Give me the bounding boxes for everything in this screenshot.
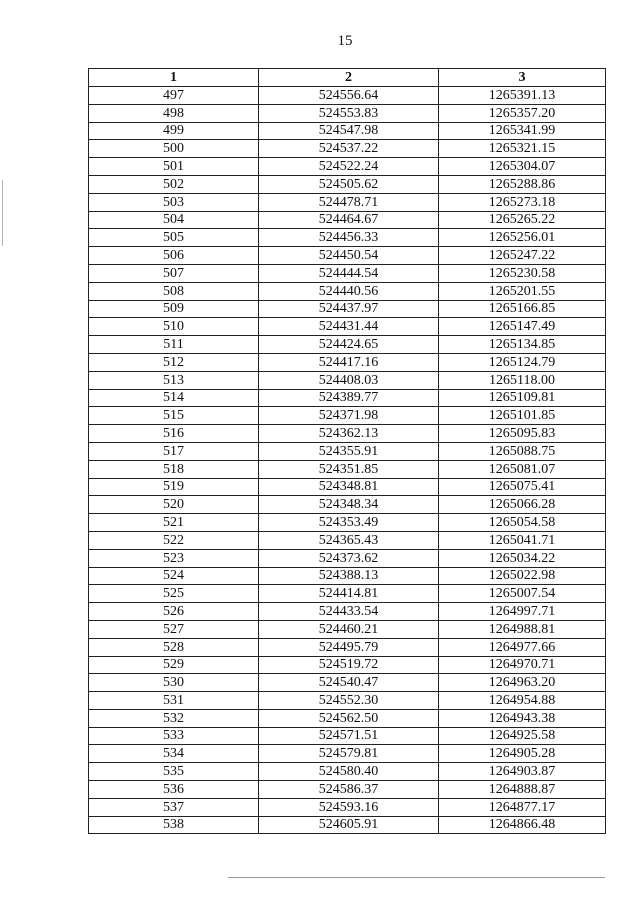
y-coordinate-cell: 1265095.83 <box>439 425 606 443</box>
point-number-cell: 525 <box>89 585 259 603</box>
page-number: 15 <box>337 33 353 49</box>
y-coordinate-cell: 1264943.38 <box>439 709 606 727</box>
point-number-cell: 532 <box>89 709 259 727</box>
table-row <box>89 460 606 478</box>
table-row <box>89 478 606 496</box>
point-number-cell: 500 <box>89 140 259 158</box>
y-coordinate-cell: 1264963.20 <box>439 674 606 692</box>
y-coordinate-cell: 1264866.48 <box>439 816 606 834</box>
point-number-cell: 537 <box>89 798 259 816</box>
x-coordinate-cell: 524431.44 <box>259 318 439 336</box>
table-row <box>89 371 606 389</box>
y-coordinate-cell: 1265075.41 <box>439 478 606 496</box>
table-row <box>89 816 606 834</box>
x-coordinate-cell: 524389.77 <box>259 389 439 407</box>
y-coordinate-cell: 1265166.85 <box>439 300 606 318</box>
point-number-cell: 505 <box>89 229 259 247</box>
x-coordinate-cell: 524522.24 <box>259 158 439 176</box>
x-coordinate-cell: 524605.91 <box>259 816 439 834</box>
table-row <box>89 158 606 176</box>
header-column-3: 3 <box>439 69 606 87</box>
x-coordinate-cell: 524351.85 <box>259 460 439 478</box>
table-row <box>89 709 606 727</box>
point-number-cell: 516 <box>89 425 259 443</box>
table-row <box>89 531 606 549</box>
point-number-cell: 502 <box>89 175 259 193</box>
y-coordinate-cell: 1264977.66 <box>439 638 606 656</box>
x-coordinate-cell: 524580.40 <box>259 763 439 781</box>
x-coordinate-cell: 524437.97 <box>259 300 439 318</box>
x-coordinate-cell: 524553.83 <box>259 104 439 122</box>
point-number-cell: 529 <box>89 656 259 674</box>
table-row <box>89 425 606 443</box>
x-coordinate-cell: 524586.37 <box>259 781 439 799</box>
y-coordinate-cell: 1265201.55 <box>439 282 606 300</box>
x-coordinate-cell: 524440.56 <box>259 282 439 300</box>
x-coordinate-cell: 524414.81 <box>259 585 439 603</box>
table-row <box>89 692 606 710</box>
y-coordinate-cell: 1265034.22 <box>439 549 606 567</box>
table-row <box>89 585 606 603</box>
x-coordinate-cell: 524355.91 <box>259 442 439 460</box>
x-coordinate-cell: 524460.21 <box>259 620 439 638</box>
point-number-cell: 508 <box>89 282 259 300</box>
y-coordinate-cell: 1265273.18 <box>439 193 606 211</box>
y-coordinate-cell: 1265321.15 <box>439 140 606 158</box>
x-coordinate-cell: 524495.79 <box>259 638 439 656</box>
y-coordinate-cell: 1264903.87 <box>439 763 606 781</box>
table-row <box>89 798 606 816</box>
table-row <box>89 638 606 656</box>
point-number-cell: 520 <box>89 496 259 514</box>
x-coordinate-cell: 524348.34 <box>259 496 439 514</box>
y-coordinate-cell: 1265109.81 <box>439 389 606 407</box>
x-coordinate-cell: 524505.62 <box>259 175 439 193</box>
point-number-cell: 507 <box>89 264 259 282</box>
point-number-cell: 504 <box>89 211 259 229</box>
x-coordinate-cell: 524519.72 <box>259 656 439 674</box>
table-header <box>89 69 606 87</box>
table-row <box>89 549 606 567</box>
point-number-cell: 538 <box>89 816 259 834</box>
y-coordinate-cell: 1265022.98 <box>439 567 606 585</box>
x-coordinate-cell: 524552.30 <box>259 692 439 710</box>
x-coordinate-cell: 524348.81 <box>259 478 439 496</box>
table-row <box>89 193 606 211</box>
y-coordinate-cell: 1265147.49 <box>439 318 606 336</box>
point-number-cell: 534 <box>89 745 259 763</box>
y-coordinate-cell: 1265041.71 <box>439 531 606 549</box>
table-row <box>89 229 606 247</box>
table-row <box>89 122 606 140</box>
x-coordinate-cell: 524388.13 <box>259 567 439 585</box>
scan-artifact-mark <box>2 180 3 246</box>
table-row <box>89 140 606 158</box>
x-coordinate-cell: 524450.54 <box>259 247 439 265</box>
y-coordinate-cell: 1265118.00 <box>439 371 606 389</box>
table-row <box>89 87 606 105</box>
point-number-cell: 533 <box>89 727 259 745</box>
y-coordinate-cell: 1265341.99 <box>439 122 606 140</box>
table-row <box>89 247 606 265</box>
point-number-cell: 499 <box>89 122 259 140</box>
table-row <box>89 674 606 692</box>
point-number-cell: 523 <box>89 549 259 567</box>
table-row <box>89 727 606 745</box>
y-coordinate-cell: 1264925.58 <box>439 727 606 745</box>
x-coordinate-cell: 524373.62 <box>259 549 439 567</box>
x-coordinate-cell: 524579.81 <box>259 745 439 763</box>
x-coordinate-cell: 524353.49 <box>259 514 439 532</box>
y-coordinate-cell: 1265081.07 <box>439 460 606 478</box>
y-coordinate-cell: 1264997.71 <box>439 603 606 621</box>
point-number-cell: 524 <box>89 567 259 585</box>
y-coordinate-cell: 1264877.17 <box>439 798 606 816</box>
x-coordinate-cell: 524540.47 <box>259 674 439 692</box>
table-row <box>89 745 606 763</box>
point-number-cell: 498 <box>89 104 259 122</box>
table-row <box>89 496 606 514</box>
y-coordinate-cell: 1265230.58 <box>439 264 606 282</box>
x-coordinate-cell: 524456.33 <box>259 229 439 247</box>
scan-artifact-line <box>228 877 605 878</box>
x-coordinate-cell: 524464.67 <box>259 211 439 229</box>
y-coordinate-cell: 1265124.79 <box>439 353 606 371</box>
coordinates-table <box>88 68 606 834</box>
y-coordinate-cell: 1265088.75 <box>439 442 606 460</box>
table-row <box>89 442 606 460</box>
point-number-cell: 531 <box>89 692 259 710</box>
point-number-cell: 521 <box>89 514 259 532</box>
table-row <box>89 318 606 336</box>
point-number-cell: 513 <box>89 371 259 389</box>
table-row <box>89 781 606 799</box>
y-coordinate-cell: 1265391.13 <box>439 87 606 105</box>
point-number-cell: 527 <box>89 620 259 638</box>
table-row <box>89 763 606 781</box>
point-number-cell: 526 <box>89 603 259 621</box>
y-coordinate-cell: 1265247.22 <box>439 247 606 265</box>
y-coordinate-cell: 1264905.28 <box>439 745 606 763</box>
table-row <box>89 514 606 532</box>
y-coordinate-cell: 1265101.85 <box>439 407 606 425</box>
x-coordinate-cell: 524371.98 <box>259 407 439 425</box>
point-number-cell: 509 <box>89 300 259 318</box>
table-row <box>89 620 606 638</box>
y-coordinate-cell: 1265288.86 <box>439 175 606 193</box>
x-coordinate-cell: 524556.64 <box>259 87 439 105</box>
table-row <box>89 656 606 674</box>
point-number-cell: 517 <box>89 442 259 460</box>
y-coordinate-cell: 1264988.81 <box>439 620 606 638</box>
y-coordinate-cell: 1264970.71 <box>439 656 606 674</box>
point-number-cell: 536 <box>89 781 259 799</box>
x-coordinate-cell: 524362.13 <box>259 425 439 443</box>
table-body <box>89 87 606 834</box>
x-coordinate-cell: 524562.50 <box>259 709 439 727</box>
point-number-cell: 506 <box>89 247 259 265</box>
point-number-cell: 522 <box>89 531 259 549</box>
y-coordinate-cell: 1265134.85 <box>439 336 606 354</box>
table-row <box>89 353 606 371</box>
y-coordinate-cell: 1264954.88 <box>439 692 606 710</box>
point-number-cell: 528 <box>89 638 259 656</box>
table-row <box>89 336 606 354</box>
x-coordinate-cell: 524424.65 <box>259 336 439 354</box>
x-coordinate-cell: 524433.54 <box>259 603 439 621</box>
y-coordinate-cell: 1265007.54 <box>439 585 606 603</box>
point-number-cell: 510 <box>89 318 259 336</box>
y-coordinate-cell: 1264888.87 <box>439 781 606 799</box>
table-row <box>89 282 606 300</box>
y-coordinate-cell: 1265256.01 <box>439 229 606 247</box>
table-row <box>89 300 606 318</box>
table-row <box>89 211 606 229</box>
header-row <box>89 69 606 87</box>
point-number-cell: 512 <box>89 353 259 371</box>
x-coordinate-cell: 524547.98 <box>259 122 439 140</box>
y-coordinate-cell: 1265265.22 <box>439 211 606 229</box>
point-number-cell: 511 <box>89 336 259 354</box>
point-number-cell: 503 <box>89 193 259 211</box>
point-number-cell: 530 <box>89 674 259 692</box>
table-row <box>89 389 606 407</box>
point-number-cell: 519 <box>89 478 259 496</box>
x-coordinate-cell: 524537.22 <box>259 140 439 158</box>
point-number-cell: 497 <box>89 87 259 105</box>
table-row <box>89 264 606 282</box>
x-coordinate-cell: 524408.03 <box>259 371 439 389</box>
header-column-2: 2 <box>259 69 439 87</box>
x-coordinate-cell: 524571.51 <box>259 727 439 745</box>
point-number-cell: 514 <box>89 389 259 407</box>
point-number-cell: 535 <box>89 763 259 781</box>
y-coordinate-cell: 1265066.28 <box>439 496 606 514</box>
table-row <box>89 175 606 193</box>
x-coordinate-cell: 524478.71 <box>259 193 439 211</box>
point-number-cell: 501 <box>89 158 259 176</box>
point-number-cell: 518 <box>89 460 259 478</box>
header-column-1: 1 <box>89 69 259 87</box>
point-number-cell: 515 <box>89 407 259 425</box>
table-row <box>89 104 606 122</box>
x-coordinate-cell: 524444.54 <box>259 264 439 282</box>
x-coordinate-cell: 524417.16 <box>259 353 439 371</box>
y-coordinate-cell: 1265304.07 <box>439 158 606 176</box>
table-row <box>89 603 606 621</box>
x-coordinate-cell: 524365.43 <box>259 531 439 549</box>
y-coordinate-cell: 1265054.58 <box>439 514 606 532</box>
x-coordinate-cell: 524593.16 <box>259 798 439 816</box>
table-row <box>89 567 606 585</box>
table-row <box>89 407 606 425</box>
y-coordinate-cell: 1265357.20 <box>439 104 606 122</box>
